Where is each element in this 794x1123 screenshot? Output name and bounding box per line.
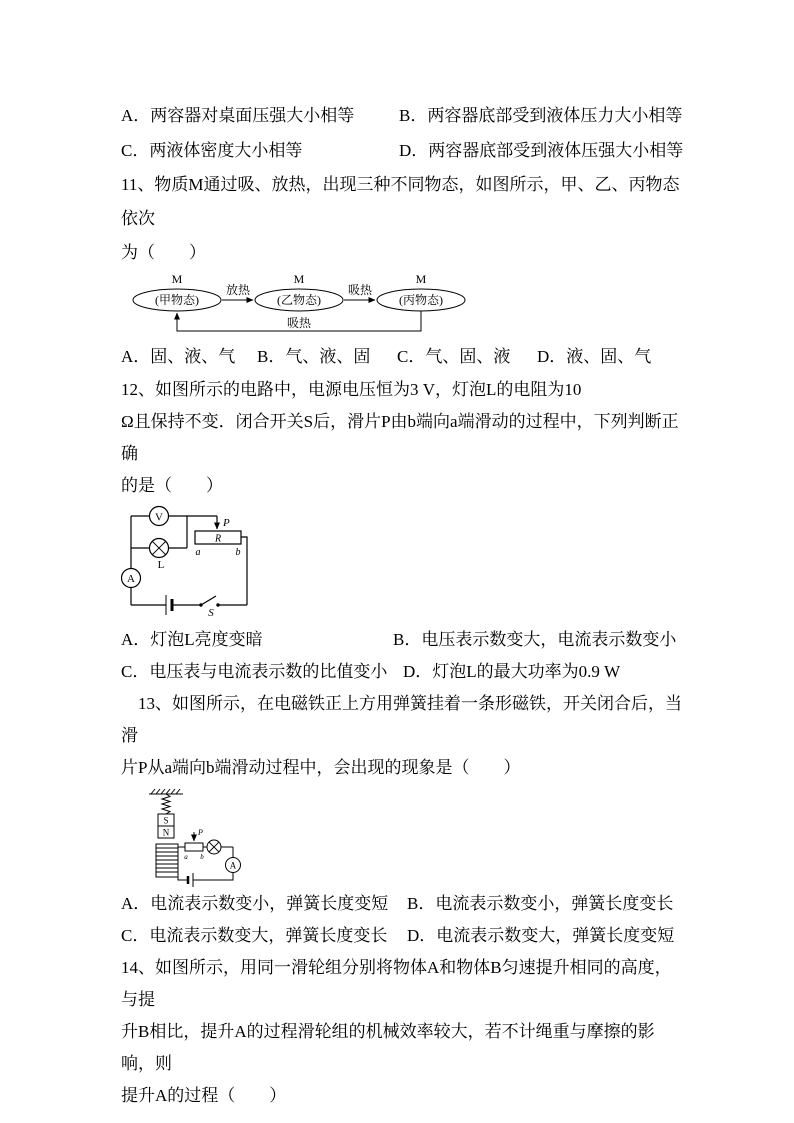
option-a: A．电流表示数变小，弹簧长度变短 [121,894,389,913]
circuit-diagram [121,502,256,617]
option-b: B．电流表示数变小，弹簧长度变长 [407,894,674,913]
battery-symbol [166,595,172,615]
electromagnet-coil [156,844,178,877]
question-10-options-row-1 [121,98,686,133]
question-12-stem-line-1: 12、如图所示的电路中，电源电压恒为3 V，灯泡L的电阻为10 [121,380,582,399]
option-d: D．液、固、气 [537,347,652,366]
option-c: C．电流表示数变大，弹簧长度变长 [121,926,388,945]
question-10-options-row-2 [121,133,686,168]
spring-symbol [162,794,170,814]
absorb-heat-label: 吸热 [347,283,373,297]
ammeter-letter: A [229,860,237,871]
question-14-stem-line-2: 升B相比，提升A的过程滑轮组的机械效率较大，若不计绳重与摩擦的影响，则 [121,1022,655,1073]
circuit-wires [131,516,247,605]
question-12-stem-line-3: 的是（ ） [121,476,223,495]
slider-p-label: P [223,517,230,529]
terminal-a-label: a [184,853,188,861]
question-12-options-row-1 [121,624,686,656]
ceiling-hatching [149,789,183,794]
magnet-pole-s-label: S [163,815,169,826]
magnet-pole-n-label: N [162,827,170,838]
question-12-stem [121,374,686,502]
option-b: B．气、液、固 [257,347,371,366]
electromagnet-diagram [141,788,251,888]
question-11-stem-line-2: 为（ ） [121,243,206,262]
ammeter-symbol [122,569,141,588]
voltmeter-letter: V [155,511,163,524]
battery-symbol [188,873,193,887]
switch-symbol [199,596,219,607]
question-11-stem [121,168,686,270]
option-a: A．灯泡L亮度变暗 [121,630,263,649]
substance-m-label-3: M [415,272,427,286]
question-13-options-row-2 [121,920,686,952]
option-c: C．气、固、液 [397,347,511,366]
state-3-label: (丙物态) [399,293,443,307]
voltmeter-symbol [150,507,169,526]
option-d: D．两容器底部受到液体压强大小相等 [399,141,684,160]
substance-m-label-2: M [293,272,305,286]
terminal-b-label: b [235,547,241,558]
state-change-diagram [129,270,474,340]
state-1-label: (甲物态) [155,293,199,307]
state-2-label: (乙物态) [277,293,321,307]
lamp-letter: L [157,559,165,571]
question-13-stem-line-2: 片P从a端向b端滑动过程中，会出现的现象是（ ） [121,758,521,777]
bar-magnet [158,814,174,838]
option-b: B．电压表示数变大，电流表示数变小 [393,630,677,649]
question-13-options [121,888,686,952]
option-d: D．灯泡L的最大功率为0.9 W [403,662,621,681]
question-11-stem-line-1: 11、物质M通过吸、放热，出现三种不同物态，如图所示，甲、乙、丙物态依次 [121,175,680,228]
question-12-stem-line-2: Ω且保持不变．闭合开关S后，滑片P由b端向a端滑动的过程中，下列判断正确 [121,412,679,463]
question-13-stem [121,688,686,784]
question-11-options-row [121,340,686,374]
question-12-options-row-2 [121,656,686,688]
question-14-stem [121,952,686,1112]
slider-p-label: P [198,828,203,837]
option-c: C．两液体密度大小相等 [121,141,303,160]
option-a: A．两容器对桌面压强大小相等 [121,106,355,125]
option-a: A．固、液、气 [121,347,236,366]
ammeter-letter: A [127,573,135,585]
rheostat-letter: R [214,533,222,545]
terminal-a-label: a [195,547,201,558]
question-13-options-row-1 [121,888,686,920]
option-b: B．两容器底部受到液体压力大小相等 [399,106,683,125]
question-13-stem-line-1: 13、如图所示，在电磁铁正上方用弹簧挂着一条形磁铁，开关闭合后，当滑 [121,694,682,745]
lamp-symbol [207,840,221,854]
question-12-options [121,624,686,688]
terminal-b-label: b [200,853,204,861]
switch-s-label: S [208,607,214,617]
substance-m-label-1: M [171,272,183,286]
absorb-heat-return-label: 吸热 [286,316,312,330]
ammeter-symbol [226,858,241,873]
release-heat-label: 放热 [225,283,251,297]
option-d: D．电流表示数变大，弹簧长度变短 [407,926,675,945]
rheostat-symbol [195,531,241,545]
question-14-stem-line-1: 14、如图所示，用同一滑轮组分别将物体A和物体B匀速提升相同的高度，与提 [121,958,672,1009]
option-c: C．电压表与电流表示数的比值变小 [121,662,388,681]
question-14-stem-line-3: 提升A的过程（ ） [121,1086,287,1105]
lamp-symbol [150,539,169,558]
